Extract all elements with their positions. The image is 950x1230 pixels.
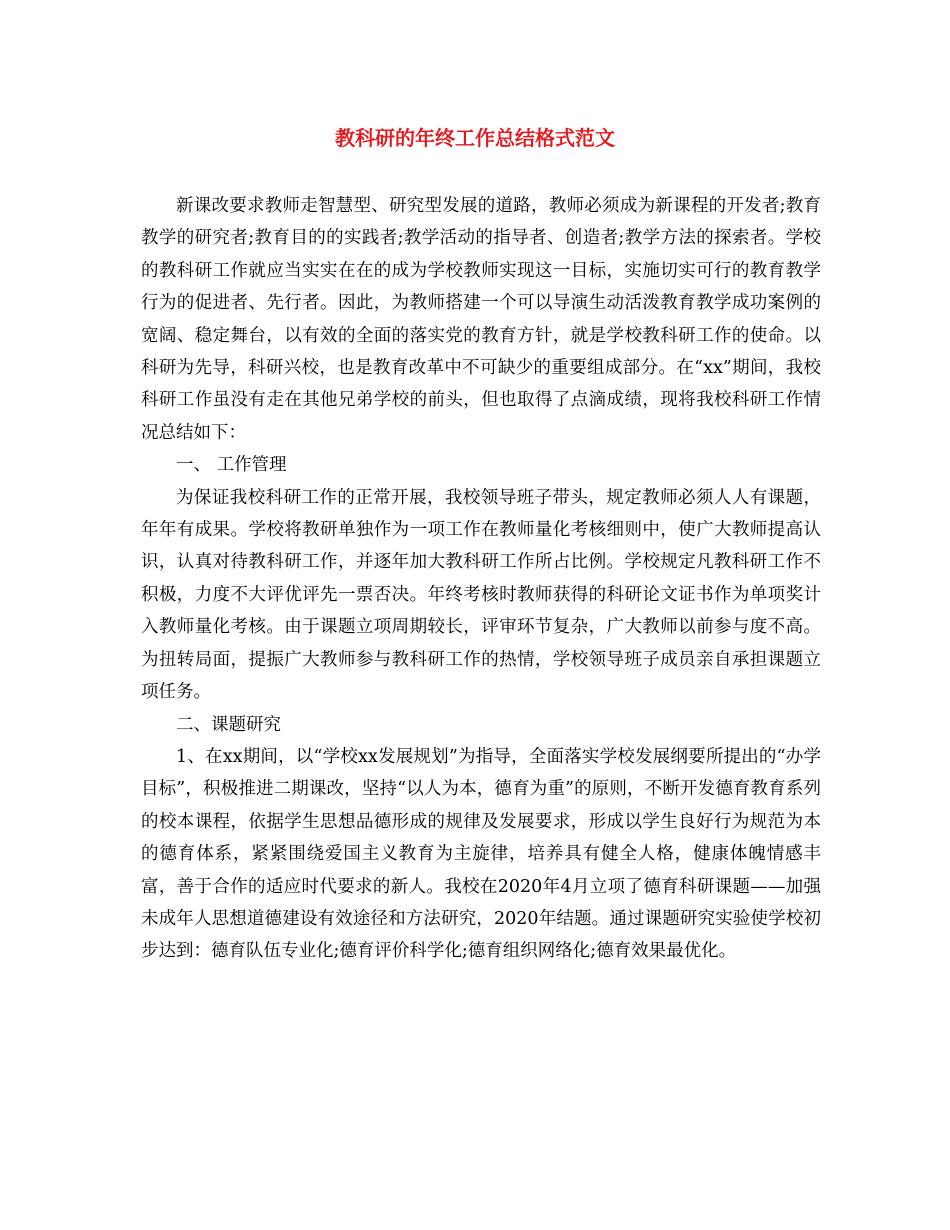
- document-title: 教科研的年终工作总结格式范文: [335, 126, 615, 150]
- work-management-paragraph: 为保证我校科研工作的正常开展，我校领导班子带头，规定教师必须人人有课题，年年有成果。学校将教研单独作为一项工作在教师量化考核细则中，使广大教师提高认识，认真对待教科研工作，并逐年加大教科研工作所占比例。学校规定凡教科研工作不积极，力度不大评优评先一票否决。年终考核时教师获得的科研论文证书作为单项奖计入教师量化考核。由于课题立项周期较长，评审环节复杂，广大教师以前参与度不高。为扭转局面，提振广大教师参与教科研工作的热情，学校领导班子成员亲自承担课题立项任务。: [141, 487, 821, 703]
- section-heading-topic-research: 二、课题研究: [176, 714, 281, 735]
- section-heading-work-management: 一、 工作管理: [176, 455, 287, 476]
- document-body: [141, 190, 821, 968]
- intro-paragraph: 新课改要求教师走智慧型、研究型发展的道路，教师必须成为新课程的开发者;教育教学的研究者;教育目的的实践者;教学活动的指导者、创造者;教学方法的探索者。学校的教科研工作就应当实实在在的成为学校教师实现这一目标，实施切实可行的教育教学行为的促进者、先行者。因此，为教师搭建一个可以导演生动活泼教育教学成功案例的宽阔、稳定舞台，以有效的全面的落实党的教育方针，就是学校教科研工作的使命。以科研为先导，科研兴校，也是教育改革中不可缺少的重要组成部分。在“xx”期间，我校科研工作虽没有走在其他兄弟学校的前头，但也取得了点滴成绩，现将我校科研工作情况总结如下：: [141, 196, 821, 443]
- topic-research-paragraph: 1、在xx期间，以“学校xx发展规划”为指导，全面落实学校发展纲要所提出的“办学目标”，积极推进二期课改，坚持“以人为本，德育为重”的原则，不断开发德育教育系列的校本课程，依据学生思想品德形成的规律及发展要求，形成以学生良好行为规范为本的德育体系，紧紧围绕爱国主义教育为主旋律，培养具有健全人格，健康体魄情感丰富，善于合作的适应时代要求的新人。我校在2020年4月立项了德育科研课题——加强未成年人思想道德建设有效途径和方法研究，2020年结题。通过课题研究实验使学校初步达到：德育队伍专业化;德育评价科学化;德育组织网络化;德育效果最优化。: [141, 746, 821, 962]
